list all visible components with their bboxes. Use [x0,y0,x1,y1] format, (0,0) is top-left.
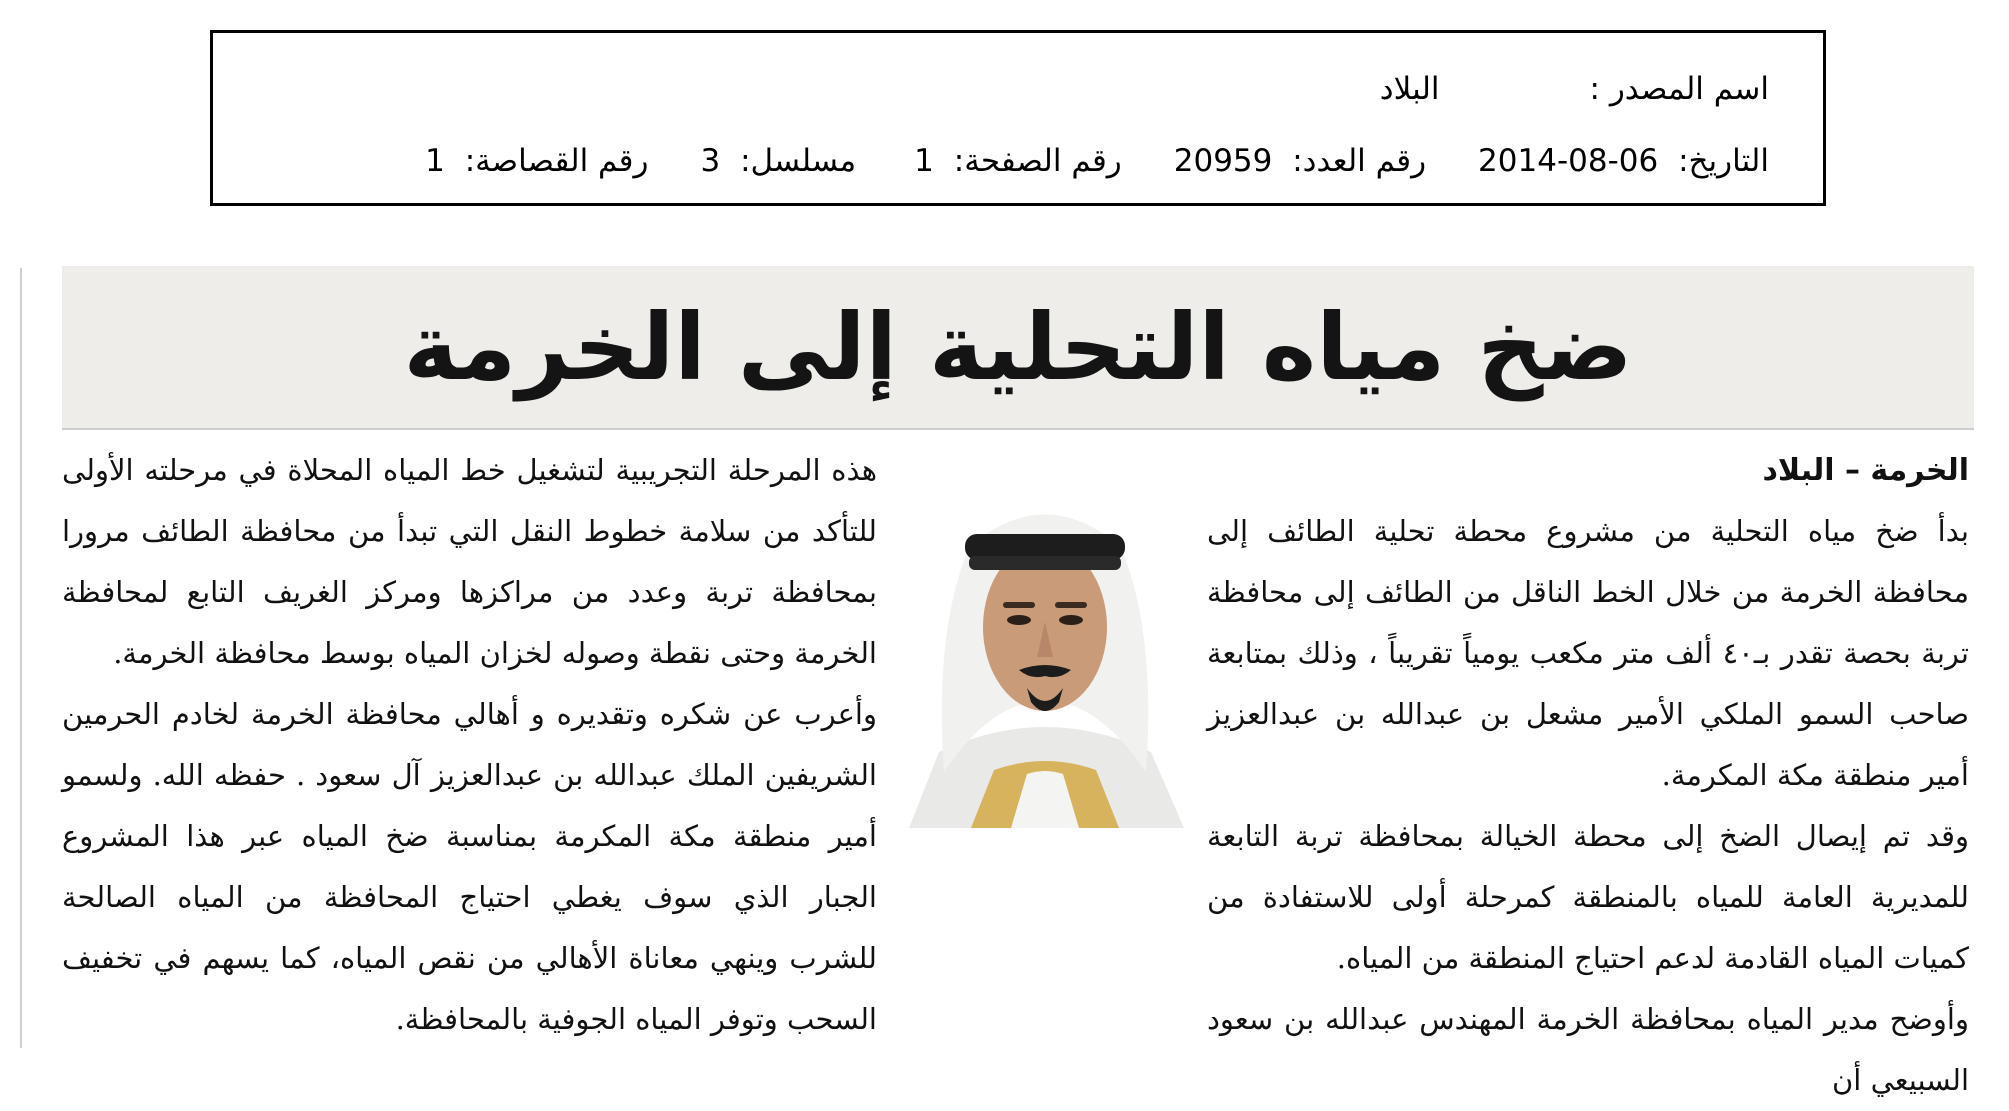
article-headline: ضخ مياه التحلية إلى الخرمة [403,293,1633,401]
serial-field [700,143,856,179]
date-label: التاريخ: [1678,143,1769,179]
clip-field [425,143,648,179]
headline-band [62,266,1974,428]
clip-label: رقم القصاصة: [464,143,649,179]
details-row [253,139,1769,183]
serial-value: 3 [700,143,721,179]
headline-rule [62,428,1974,430]
source-row [253,67,1769,111]
page-value: 1 [914,143,934,179]
issue-field [1174,143,1426,179]
portrait-illustration [899,452,1191,828]
serial-label: مسلسل: [740,143,857,179]
source-metadata-box [210,30,1826,206]
date-field [1478,143,1769,179]
source-value: البلاد [1379,71,1440,107]
paragraph: بدأ ضخ مياه التحلية من مشروع محطة تحلية الطائف إلى محافظة الخرمة من خلال الخط الناقل من الطائف إلى محافظة تربة بحصة تقدر بـ٤٠ ألف متر مكعب يومياً تقريباً ، وذلك بمتابعة صاحب السمو الملكي الأمير مشعل بن عبدالله بن عبدالعزيز أمير منطقة مكة المكرمة. [1207,514,1969,792]
paragraph: وأوضح مدير المياه بمحافظة الخرمة المهندس عبدالله بن سعود السبيعي أن [1207,1002,1969,1097]
page-field [914,143,1122,179]
paragraph: هذه المرحلة التجريبية لتشغيل خط المياه المحلاة في مرحلته الأولى للتأكد من سلامة خطوط النقل التي تبدأ من محافظة الطائف مرورا بمحافظة تربة وعدد من مراكزها ومركز الغريف التابع لمحافظة الخرمة وحتى نقطة وصوله لخزان المياه بوسط محافظة الخرمة. [62,453,877,670]
page-label: رقم الصفحة: [953,143,1122,179]
column-divider [20,268,22,1048]
article-column-left [62,440,877,1050]
clip-value: 1 [425,143,445,179]
source-label: اسم المصدر : [1589,71,1769,107]
article-column-right [1207,440,1969,1111]
date-value: 2014-08-06 [1478,143,1659,179]
paragraph: وأعرب عن شكره وتقديره و أهالي محافظة الخرمة لخادم الحرمين الشريفين الملك عبدالله بن عبدالعزيز آل سعود . حفظه الله. ولسمو أمير منطقة مكة المكرمة بمناسبة ضخ المياه عبر هذا المشروع الجبار الذي سوف يغطي احتياج المحافظة من المياه الصالحة للشرب وينهي معاناة الأهالي من نقص المياه، كما يسهم في تخفيف السحب وتوفر المياه الجوفية بالمحافظة. [62,697,877,1036]
issue-value: 20959 [1173,143,1273,179]
issue-label: رقم العدد: [1292,143,1427,179]
portrait-photo [899,452,1191,828]
article-byline: الخرمة – البلاد [1762,453,1969,488]
paragraph: وقد تم إيصال الضخ إلى محطة الخيالة بمحافظة تربة التابعة للمديرية العامة للمياه بالمنطقة كمرحلة أولى للاستفادة من كميات المياه القادمة لدعم احتياج المنطقة من المياه. [1207,819,1969,975]
